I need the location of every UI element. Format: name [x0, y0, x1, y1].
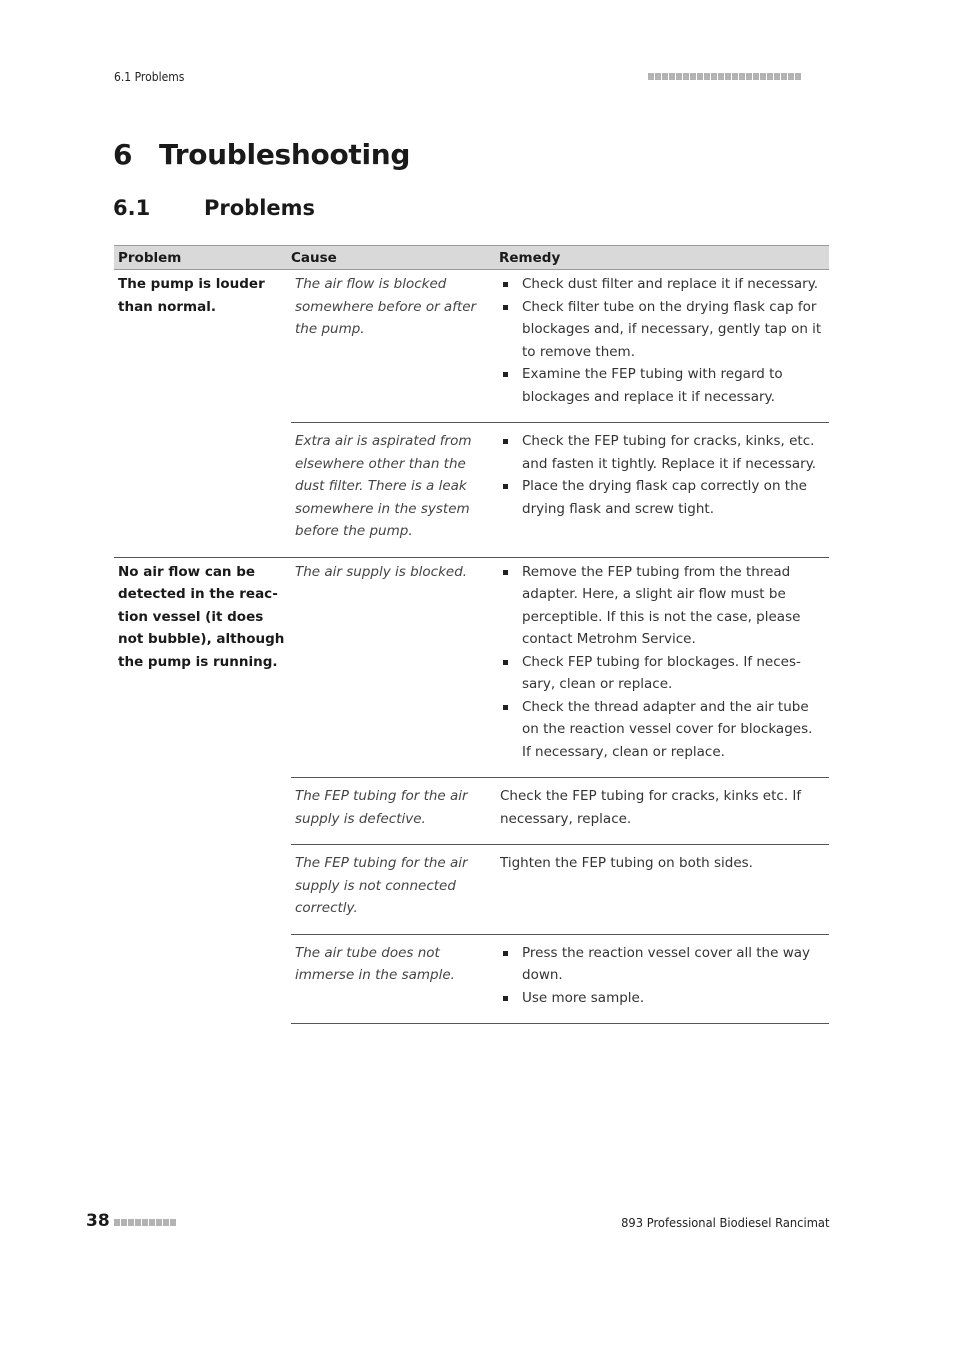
decor-dot [767, 73, 773, 80]
chapter-heading [113, 138, 410, 171]
cause-cell: Extra air is aspirated from elsewhere other than the dust filter. There is a leak somewhere in the system before the pump. [291, 423, 496, 558]
remedy-item: Check the FEP tubing for cracks, kinks, etc. and fasten it tightly. Replace it if necessary. [500, 430, 825, 475]
remedy-cell: Tighten the FEP tubing on both sides. [496, 845, 829, 935]
remedy-cell: Check the FEP tubing for cracks, kinks etc. If necessary, replace. [496, 778, 829, 845]
cause-cell: The air flow is blocked somewhere before or after the pump. [295, 276, 477, 337]
remedy-cell [496, 934, 829, 1024]
remedy-list [500, 273, 825, 408]
header-cause: Cause [291, 246, 496, 270]
decor-dot [669, 73, 675, 80]
decor-dot [704, 73, 710, 80]
decor-dot [128, 1219, 134, 1226]
cause-cell: The air tube does not immerse in the sample. [291, 934, 496, 1024]
remedy-item: Check dust filter and replace it if necessary. [500, 273, 825, 296]
decor-dot [142, 1219, 148, 1226]
decor-dot [163, 1219, 169, 1226]
decor-dot [690, 73, 696, 80]
decor-dot [683, 73, 689, 80]
decor-dot [121, 1219, 127, 1226]
header-decor-dots [648, 73, 801, 80]
decor-dot [739, 73, 745, 80]
problem-cell: The pump is louder than normal. [118, 276, 265, 315]
decor-dot [795, 73, 801, 80]
remedy-item: Use more sample. [500, 987, 825, 1010]
section-number: 6.1 [113, 196, 151, 220]
decor-dot [746, 73, 752, 80]
header-remedy: Remedy [496, 246, 829, 270]
remedy-list [500, 561, 825, 764]
decor-dot [781, 73, 787, 80]
remedy-item: Check FEP tubing for blockages. If neces- sary, clean or replace. [500, 651, 825, 696]
decor-dot [732, 73, 738, 80]
remedy-item: Examine the FEP tubing with regard to blockages and replace it if necessary. [500, 363, 825, 408]
cause-cell: The air supply is blocked. [291, 557, 496, 778]
decor-dot [697, 73, 703, 80]
remedy-list [500, 942, 825, 1010]
chapter-title: Troubleshooting [159, 138, 411, 171]
section-title: Problems [204, 196, 316, 220]
decor-dot [718, 73, 724, 80]
remedy-item: Check filter tube on the drying flask cap for blockages and, if necessary, gently tap on it to remove them. [500, 296, 825, 364]
table-row [114, 270, 829, 423]
decor-dot [760, 73, 766, 80]
footer-product-title: 893 Professional Biodiesel Rancimat [620, 1215, 829, 1230]
running-header-title: 6.1 Problems [114, 70, 185, 84]
decor-dot [135, 1219, 141, 1226]
decor-dot [156, 1219, 162, 1226]
decor-dot [149, 1219, 155, 1226]
page-number: 38 [86, 1211, 110, 1231]
table-row [114, 557, 829, 778]
remedy-item: Remove the FEP tubing from the thread adapter. Here, a slight air flow must be perceptible. If this is not the case, please contact Metrohm Service. [500, 561, 825, 651]
decor-dot [662, 73, 668, 80]
decor-dot [676, 73, 682, 80]
remedy-cell [496, 270, 829, 423]
decor-dot [655, 73, 661, 80]
troubleshooting-table [114, 245, 829, 1024]
cause-cell: The FEP tubing for the air supply is not connected correctly. [291, 845, 496, 935]
remedy-item: Place the drying flask cap correctly on the drying flask and screw tight. [500, 475, 825, 520]
decor-dot [648, 73, 654, 80]
table-body [114, 270, 829, 1024]
decor-dot [170, 1219, 176, 1226]
table-header-row [114, 246, 829, 270]
footer-decor-dots [114, 1219, 176, 1226]
decor-dot [711, 73, 717, 80]
decor-dot [774, 73, 780, 80]
header-problem: Problem [114, 246, 291, 270]
chapter-number: 6 [113, 138, 133, 171]
remedy-cell [496, 423, 829, 558]
remedy-list [500, 430, 825, 520]
problem-cell: No air flow can be detected in the reac- tion vessel (it does not bubble), although the pump is running. [114, 557, 291, 1024]
cause-cell: The FEP tubing for the air supply is defective. [291, 778, 496, 845]
remedy-cell [496, 557, 829, 778]
decor-dot [753, 73, 759, 80]
remedy-item: Press the reaction vessel cover all the way down. [500, 942, 825, 987]
decor-dot [788, 73, 794, 80]
section-heading [113, 196, 315, 220]
remedy-item: Check the thread adapter and the air tube on the reaction vessel cover for blockages. If necessary, clean or replace. [500, 696, 825, 764]
decor-dot [114, 1219, 120, 1226]
decor-dot [725, 73, 731, 80]
